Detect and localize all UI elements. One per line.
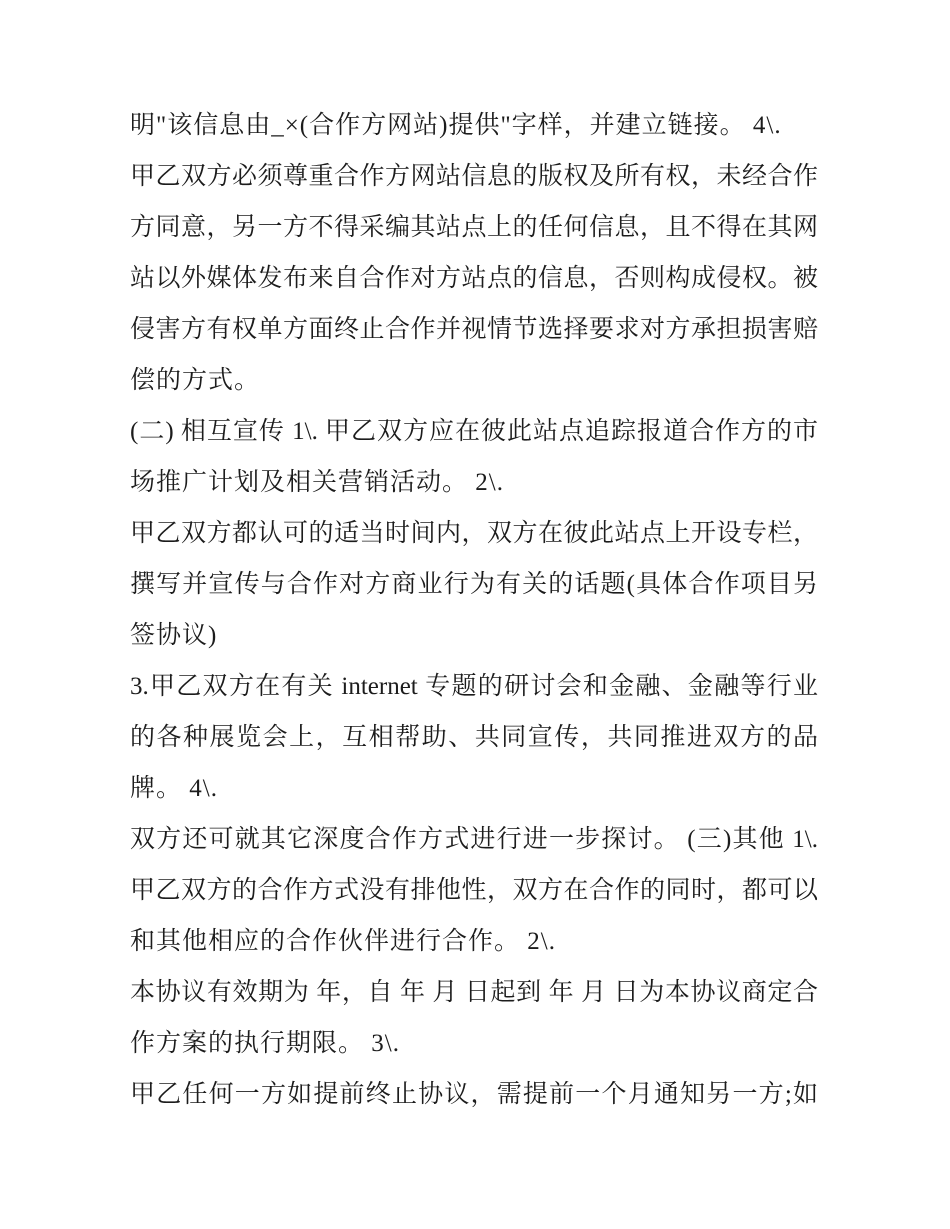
text-line: 甲乙双方都认可的适当时间内，双方在彼此站点上开设专栏， xyxy=(130,520,818,547)
text-line: 站以外媒体发布来自合作对方站点的信息，否则构成侵权。被 xyxy=(130,265,818,292)
text-line: 明"该信息由_×(合作方网站)提供"字样，并建立链接。 4\. xyxy=(130,112,782,139)
text-line: 撰写并宣传与合作对方商业行为有关的话题(具体合作项目另 xyxy=(130,571,818,598)
text-line: 场推广计划及相关营销活动。 2\. xyxy=(130,469,504,496)
text-line: 甲乙双方的合作方式没有排他性，双方在合作的同时，都可以 xyxy=(130,877,818,904)
text-line: 牌。 4\. xyxy=(130,775,218,802)
text-line: 和其他相应的合作伙伴进行合作。 2\. xyxy=(130,928,556,955)
text-line: 作方案的执行期限。 3\. xyxy=(130,1030,400,1057)
text-line: 方同意，另一方不得采编其站点上的任何信息，且不得在其网 xyxy=(130,214,818,241)
document-text-block xyxy=(130,100,818,1120)
text-line: 甲乙任何一方如提前终止协议，需提前一个月通知另一方;如 xyxy=(130,1081,818,1108)
text-line: 侵害方有权单方面终止合作并视情节选择要求对方承担损害赔 xyxy=(130,316,818,343)
text-line: (二) 相互宣传 1\. 甲乙双方应在彼此站点追踪报道合作方的市 xyxy=(130,418,818,445)
text-line: 3.甲乙双方在有关 internet 专题的研讨会和金融、金融等行业 xyxy=(130,673,818,700)
text-line: 的各种展览会上，互相帮助、共同宣传，共同推进双方的品 xyxy=(130,724,818,751)
text-line: 双方还可就其它深度合作方式进行进一步探讨。 (三)其他 1\. xyxy=(130,826,818,853)
text-line: 甲乙双方必须尊重合作方网站信息的版权及所有权，未经合作 xyxy=(130,163,818,190)
text-line: 偿的方式。 xyxy=(130,367,261,394)
text-line: 本协议有效期为 年，自 年 月 日起到 年 月 日为本协议商定合 xyxy=(130,979,818,1006)
text-line: 签协议) xyxy=(130,622,218,649)
